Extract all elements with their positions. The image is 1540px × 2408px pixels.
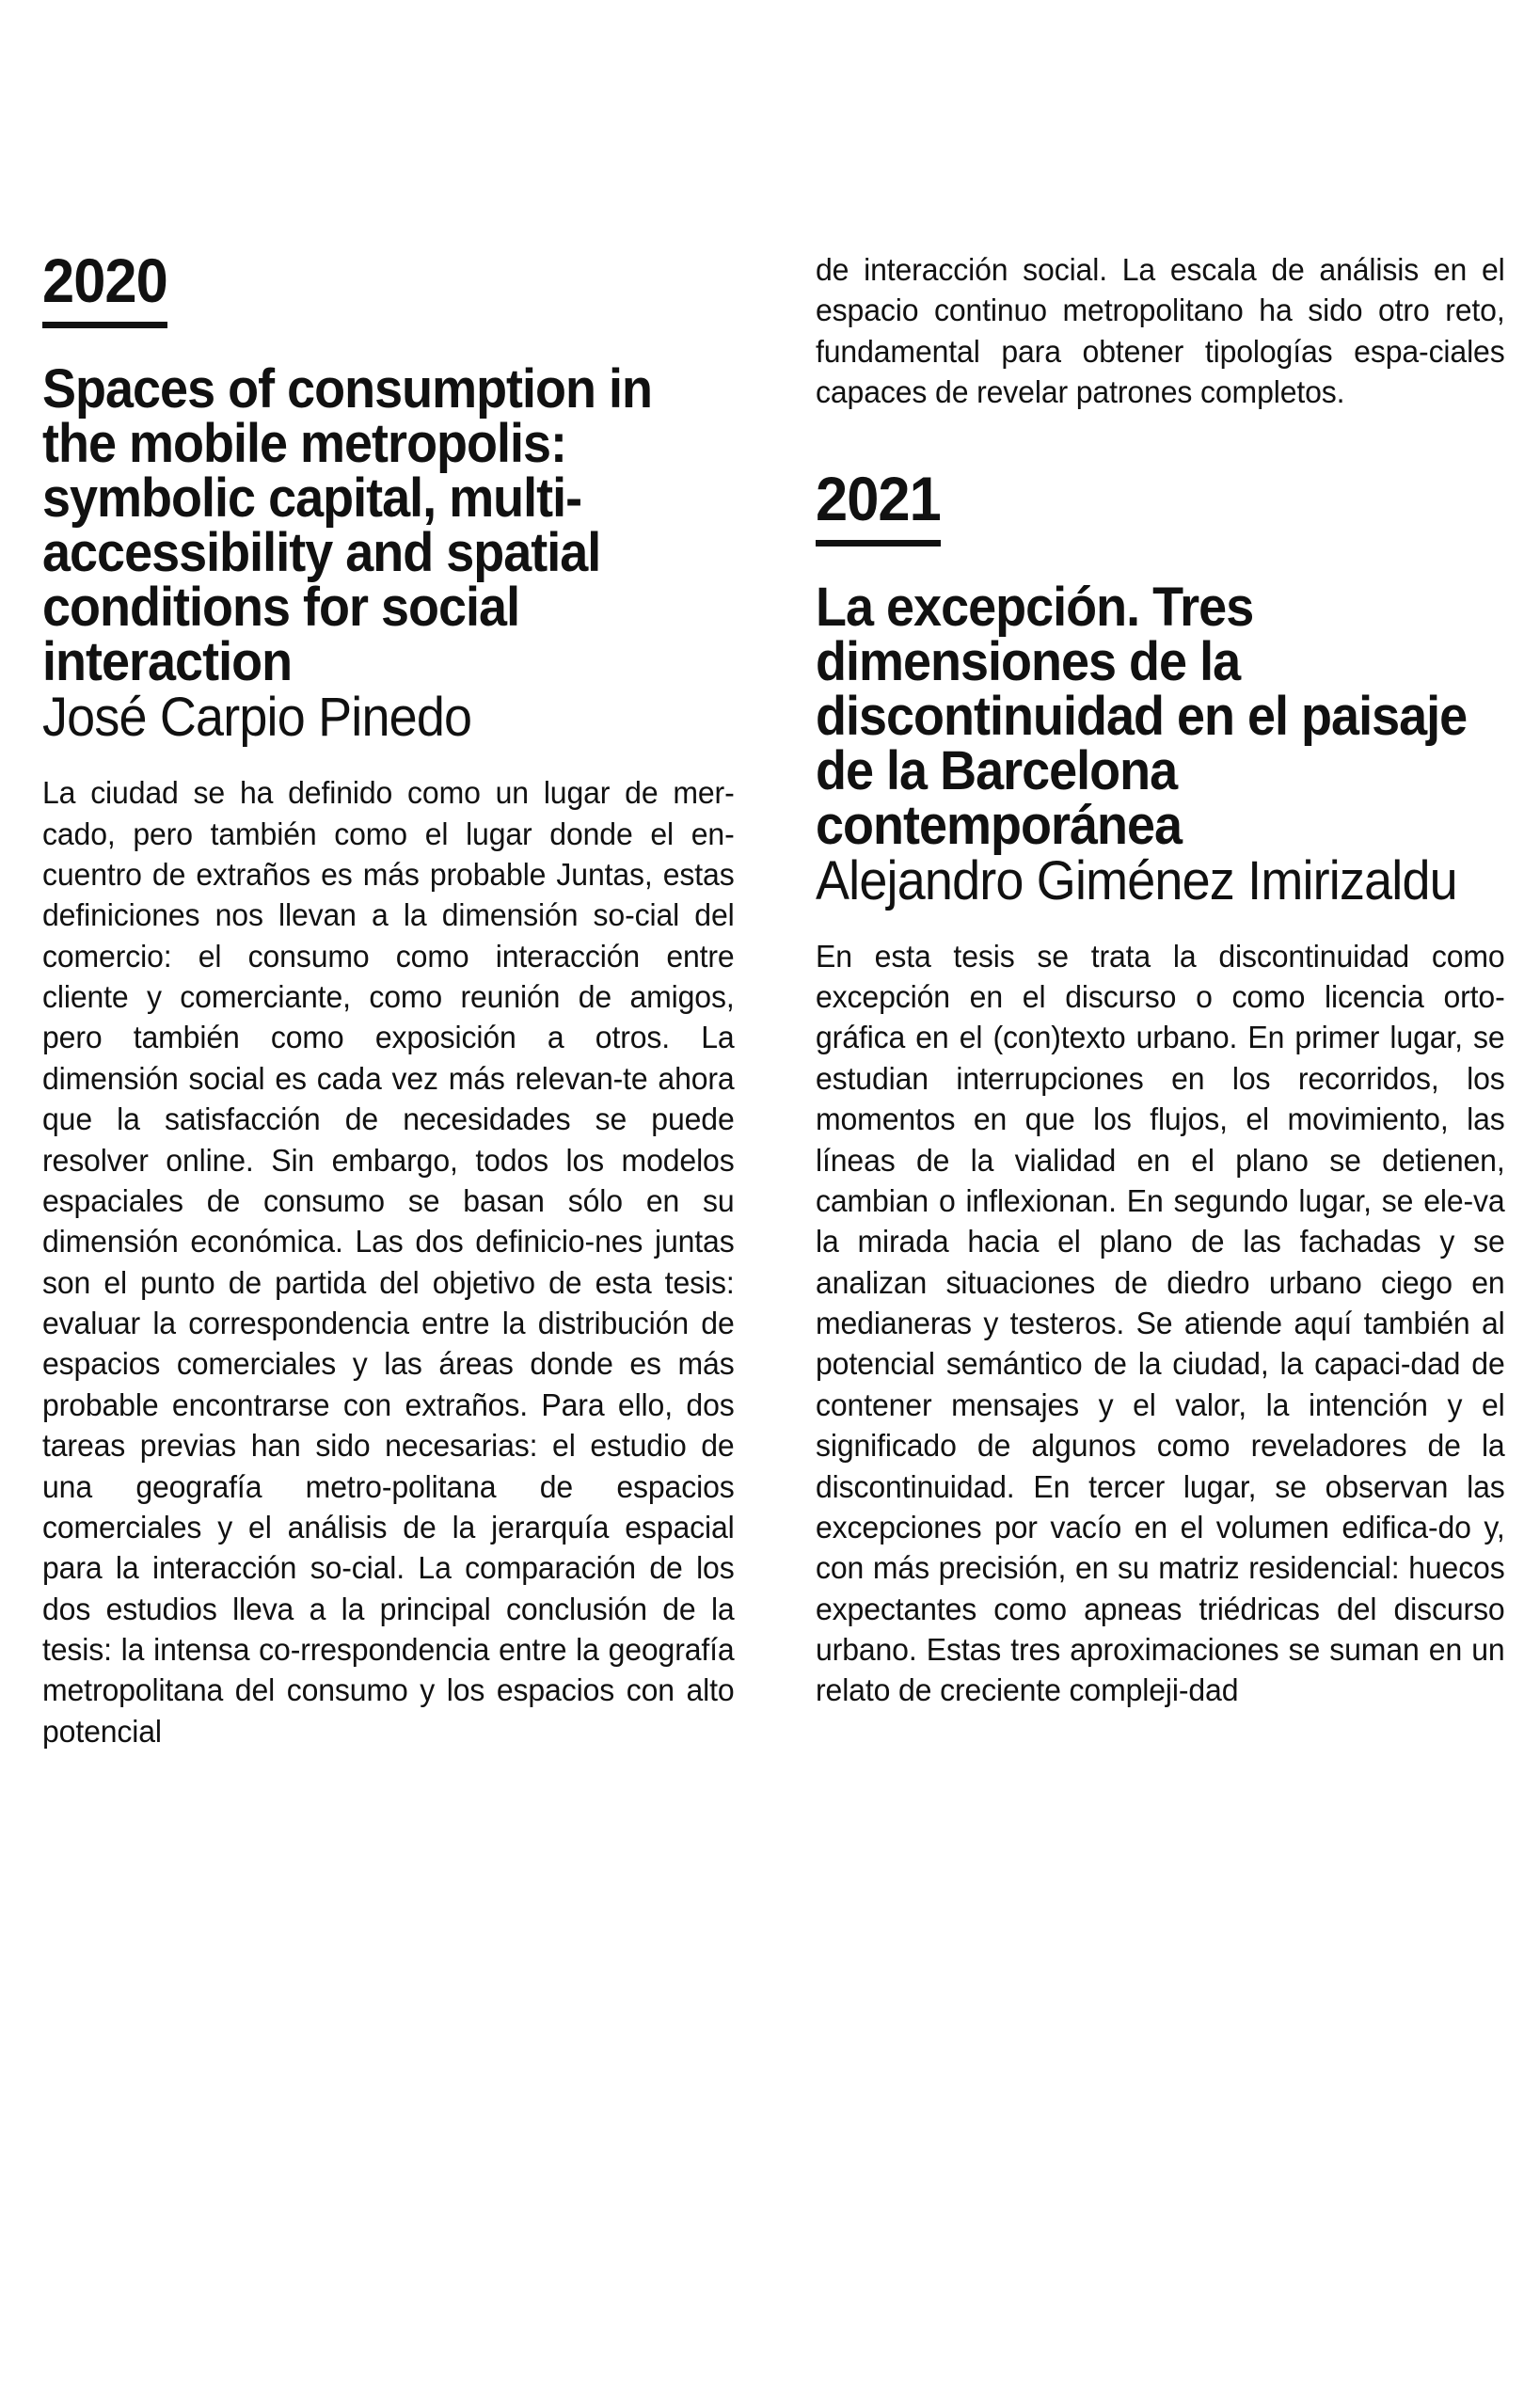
spacer-left-body — [42, 745, 734, 773]
entry-abstract-2020: La ciudad se ha definido como un lugar de mer-cado, pero también como el lugar donde el en-cuentro de extraños es más probable Juntas, estas definiciones nos llevan a la dimensión so-cial del comercio: el consumo como interacción entre cliente y comerciante, como reunión de amigos, pero también como exposición a otros. La dimensión social es cada vez más relevan-te ahora que la satisfacción de necesidades se puede resolver online. Sin embargo, todos los modelos espaciales de consumo se basan sólo en su dimensión económica. Las dos definicio-nes juntas son el punto de partida del objetivo de esta tesis: evaluar la correspondencia entre la distribución de espacios comerciales y las áreas donde es más probable encontrarse con extraños. Para ello, dos tareas previas han sido necesarias: el estudio de una geografía metro-politana de espacios comerciales y el análisis de la jerarquía espacial para la interacción so-cial. La comparación de los dos estudios lleva a la principal conclusión de la tesis: la intensa co-rrespondencia entre la geografía metropolitana del consumo y los espacios con alto potencial — [42, 776, 735, 1750]
entry-abstract-2021: En esta tesis se trata la discontinuidad como excepción en el discurso o como licencia orto-gráfica en el (con)texto urbano. En primer lugar, se estudian interrupciones en los recorridos, los momentos en que los flujos, el movimiento, las líneas de la vialidad en el plano se detienen, cambian o inflexionan. En segundo lugar, se ele-va la mirada hacia el plano de las fachadas y se analizan situaciones de diedro urbano ciego en medianeras y testeros. Se atiende aquí también al potencial semántico de la ciudad, la capaci-dad de contener mensajes y el valor, la intención y el significado de algunos como reveladores de la discontinuidad. En tercer lugar, se observan las excepciones por vacío en el volumen edifica-do y, con más precisión, en su matriz residencial: huecos expectantes como apneas triédricas del discurso urbano. Estas tres aproximaciones se suman en un relato de creciente compleji-dad — [816, 939, 1505, 1709]
entry-author-2021: Alejandro Giménez Imirizaldu — [816, 849, 1457, 911]
year-heading-block-2020 — [42, 246, 734, 328]
spacer-before-year-2021 — [816, 414, 1504, 468]
entry-title-2021: La excepción. Tres dimensiones de la discontinuidad en el paisaje de la Barcelona contemporánea — [816, 576, 1468, 856]
entry-author-2020: José Carpio Pinedo — [42, 687, 472, 749]
right-column — [770, 0, 1540, 1712]
spacer-right-body — [816, 909, 1504, 937]
year-heading-block-2021 — [816, 463, 1504, 547]
left-column — [0, 0, 770, 1752]
year-heading-2020: 2020 — [42, 250, 167, 328]
year-heading-2021: 2021 — [816, 468, 941, 547]
entry-title-2020: Spaces of consumption in the mobile metropolis: symbolic capital, multi-accessibility and spatial conditions for social interaction — [42, 358, 653, 693]
abstract-continuation-2020: de interacción social. La escala de análisis en el espacio continuo metropolitano ha sido otro reto, fundamental para obtener tipologías espa-ciales capaces de revelar patrones completos. — [816, 253, 1505, 411]
